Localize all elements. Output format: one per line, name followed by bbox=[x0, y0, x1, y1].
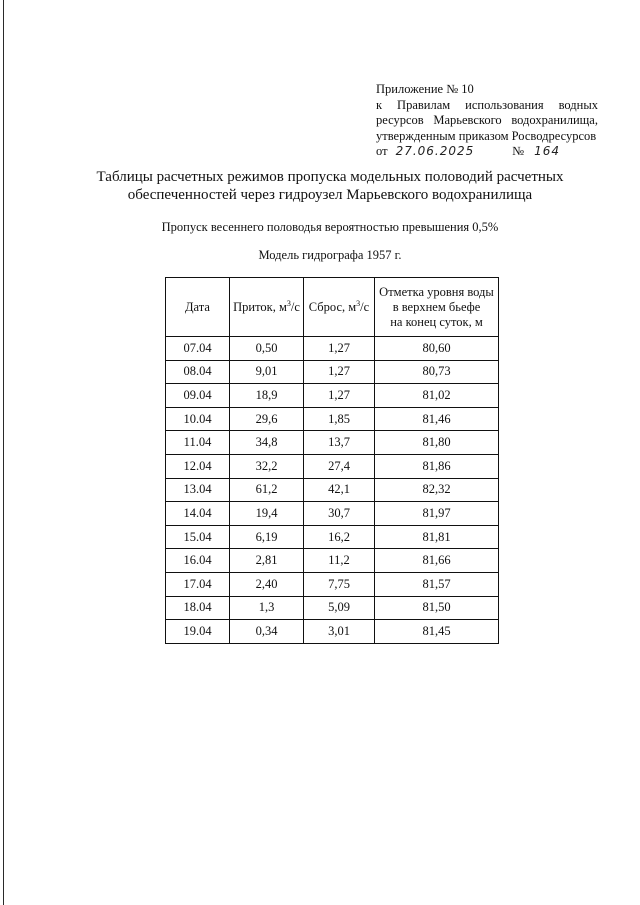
annex-word: использования bbox=[465, 97, 544, 112]
cell-inflow: 61,2 bbox=[230, 478, 304, 502]
annex-word: Правилам bbox=[397, 97, 451, 112]
cell-water-level: 81,57 bbox=[375, 572, 499, 596]
table-row bbox=[166, 360, 499, 384]
cell-date: 16.04 bbox=[166, 549, 230, 573]
cell-date: 10.04 bbox=[166, 407, 230, 431]
number-prefix: № bbox=[512, 144, 525, 158]
cell-date: 14.04 bbox=[166, 502, 230, 526]
cell-discharge: 1,27 bbox=[304, 360, 375, 384]
cell-discharge: 7,75 bbox=[304, 572, 375, 596]
cell-water-level: 80,60 bbox=[375, 337, 499, 361]
cell-discharge: 3,01 bbox=[304, 620, 375, 644]
table-row bbox=[166, 596, 499, 620]
cell-water-level: 81,81 bbox=[375, 525, 499, 549]
annex-word: ресурсов bbox=[376, 113, 424, 127]
table-row bbox=[166, 384, 499, 408]
cell-discharge: 42,1 bbox=[304, 478, 375, 502]
cell-inflow: 0,50 bbox=[230, 337, 304, 361]
cell-water-level: 81,50 bbox=[375, 596, 499, 620]
handwritten-date: 27.06.2025 bbox=[395, 144, 475, 158]
cell-water-level: 81,02 bbox=[375, 384, 499, 408]
annex-line-3 bbox=[376, 113, 598, 129]
title-line-2: обеспеченностей через гидроузел Марьевского водохранилища bbox=[127, 187, 533, 203]
table-row bbox=[166, 431, 499, 455]
cell-water-level: 81,97 bbox=[375, 502, 499, 526]
cell-date: 18.04 bbox=[166, 596, 230, 620]
annex-line-2 bbox=[376, 98, 598, 114]
hydrograph-model: Модель гидрографа 1957 г. bbox=[258, 248, 402, 262]
cell-date: 19.04 bbox=[166, 620, 230, 644]
cell-water-level: 81,86 bbox=[375, 454, 499, 478]
cell-date: 07.04 bbox=[166, 337, 230, 361]
cell-water-level: 80,73 bbox=[375, 360, 499, 384]
cell-date: 11.04 bbox=[166, 431, 230, 455]
cell-discharge: 1,85 bbox=[304, 407, 375, 431]
cell-discharge: 16,2 bbox=[304, 525, 375, 549]
header-water-level: Отметка уровня воды в верхнем бьефе на конец суток, м bbox=[375, 278, 499, 337]
cell-water-level: 81,45 bbox=[375, 620, 499, 644]
cell-inflow: 32,2 bbox=[230, 454, 304, 478]
table-row bbox=[166, 502, 499, 526]
table-row bbox=[166, 620, 499, 644]
cell-inflow: 1,3 bbox=[230, 596, 304, 620]
cell-discharge: 13,7 bbox=[304, 431, 375, 455]
table-row bbox=[166, 454, 499, 478]
page-edge-line bbox=[3, 0, 4, 905]
annex-header bbox=[376, 82, 598, 160]
cell-inflow: 2,40 bbox=[230, 572, 304, 596]
cell-discharge: 5,09 bbox=[304, 596, 375, 620]
cell-inflow: 29,6 bbox=[230, 407, 304, 431]
cell-inflow: 34,8 bbox=[230, 431, 304, 455]
annex-word: Марьевского bbox=[433, 113, 502, 127]
header-inflow: Приток, $м^3/с$ bbox=[230, 278, 304, 337]
cell-inflow: 0,34 bbox=[230, 620, 304, 644]
cell-inflow: 9,01 bbox=[230, 360, 304, 384]
document-subtitle: Пропуск весеннего половодья вероятностью превышения 0,5% bbox=[161, 220, 499, 234]
cell-water-level: 81,46 bbox=[375, 407, 499, 431]
cell-water-level: 81,66 bbox=[375, 549, 499, 573]
header-discharge: Сброс, $м^3/с$ bbox=[304, 278, 375, 337]
cell-discharge: 1,27 bbox=[304, 384, 375, 408]
table-body bbox=[166, 337, 499, 644]
cell-inflow: 6,19 bbox=[230, 525, 304, 549]
annex-number: Приложение № 10 bbox=[376, 82, 474, 96]
release-regime-table bbox=[165, 277, 499, 644]
table-row bbox=[166, 407, 499, 431]
cell-discharge: 1,27 bbox=[304, 337, 375, 361]
cell-date: 09.04 bbox=[166, 384, 230, 408]
annex-word: к bbox=[376, 97, 383, 112]
cell-water-level: 81,80 bbox=[375, 431, 499, 455]
cell-inflow: 18,9 bbox=[230, 384, 304, 408]
cell-date: 17.04 bbox=[166, 572, 230, 596]
table-row bbox=[166, 478, 499, 502]
table-header-row bbox=[166, 278, 499, 337]
cell-discharge: 27,4 bbox=[304, 454, 375, 478]
cell-date: 08.04 bbox=[166, 360, 230, 384]
annex-line-4: утвержденным приказом Росводресурсов bbox=[376, 128, 597, 143]
table-row bbox=[166, 337, 499, 361]
cell-inflow: 19,4 bbox=[230, 502, 304, 526]
table-row bbox=[166, 572, 499, 596]
cell-date: 12.04 bbox=[166, 454, 230, 478]
cell-discharge: 30,7 bbox=[304, 502, 375, 526]
table-row bbox=[166, 549, 499, 573]
table-row bbox=[166, 525, 499, 549]
date-prefix: от bbox=[376, 144, 388, 158]
document-title bbox=[60, 168, 600, 204]
cell-inflow: 2,81 bbox=[230, 549, 304, 573]
title-line-1: Таблицы расчетных режимов пропуска модельных половодий расчетных bbox=[96, 169, 564, 185]
cell-date: 13.04 bbox=[166, 478, 230, 502]
annex-date-line bbox=[376, 144, 598, 160]
cell-water-level: 82,32 bbox=[375, 478, 499, 502]
annex-word: водных bbox=[558, 97, 598, 112]
header-date: Дата bbox=[166, 278, 230, 337]
handwritten-number: 164 bbox=[534, 144, 560, 158]
annex-word: водохранилища, bbox=[511, 113, 598, 127]
cell-date: 15.04 bbox=[166, 525, 230, 549]
cell-discharge: 11,2 bbox=[304, 549, 375, 573]
